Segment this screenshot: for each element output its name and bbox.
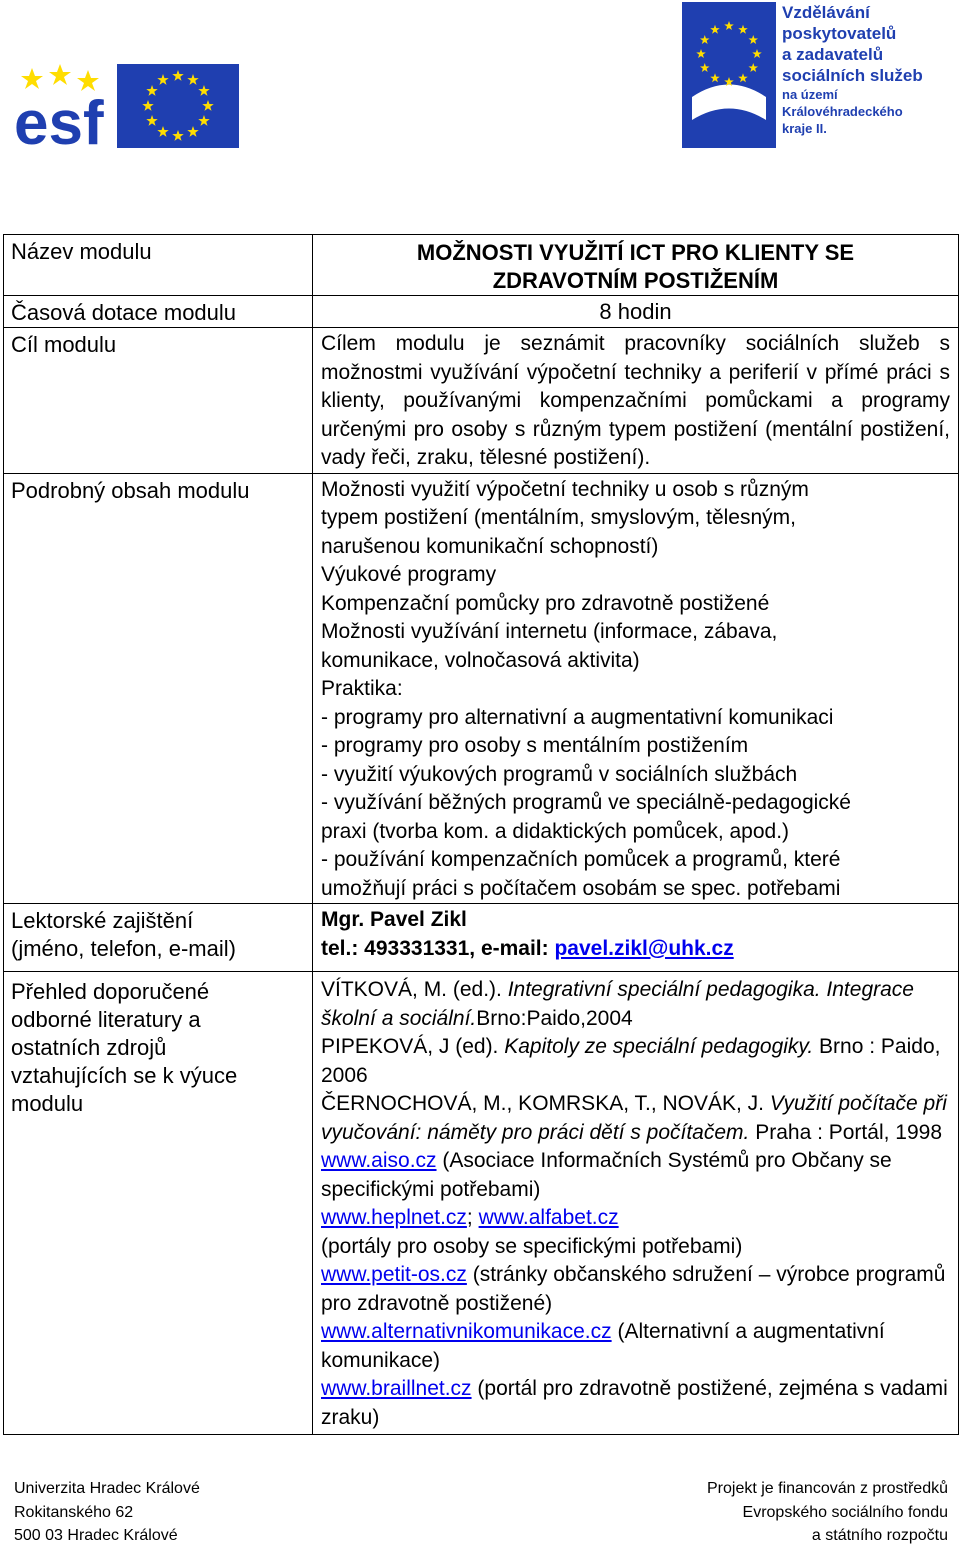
project-subtitle-line: kraje II. [782, 121, 827, 136]
content-line: Výukové programy [321, 563, 497, 586]
project-title-line: poskytovatelů [782, 24, 897, 43]
content-line: - využití výukových programů v sociálních službách [321, 762, 798, 786]
project-subtitle-line: Královéhradeckého [782, 104, 903, 119]
content-line: Možnosti využívání internetu (informace, zábava, [321, 620, 778, 643]
content-line: - programy pro osoby s mentálním postižením [321, 734, 749, 757]
project-title-line: sociálních služeb [782, 66, 923, 85]
eu-flag [117, 64, 239, 148]
lector-name: Mgr. Pavel Zikl [321, 908, 467, 931]
link-braillnet[interactable]: www.braillnet.cz [321, 1377, 472, 1400]
module-name [313, 235, 959, 296]
lector-contact: tel.: 493331331, e-mail: [321, 936, 555, 960]
content-line: - používání kompenzačních pomůcek a programů, které [321, 848, 841, 871]
content-line: Možnosti využití výpočetní techniky u osob s různým [321, 477, 809, 501]
module-table [3, 234, 959, 1435]
goal-label: Cíl modulu [4, 328, 313, 474]
project-title-line: a zadavatelů [782, 45, 884, 64]
link-alternativnikomunikace[interactable]: www.alternativnikomunikace.cz [321, 1320, 612, 1343]
content-line: umožňují práci s počítačem osobám se spec. potřebami [321, 876, 841, 900]
content-label: Podrobný obsah modulu [4, 473, 313, 904]
literature-label: Přehled doporučené odborné literatury a ostatních zdrojů vztahujících se k výuce modulu [4, 972, 313, 1435]
row-literature [4, 972, 959, 1435]
footer-university: Univerzita Hradec Králové Rokitanského 62 500 03 Hradec Králové [14, 1480, 200, 1544]
goal-value: Cílem modulu je seznámit pracovníky sociálních služeb s možnostmi využívání výpočetní techniky a periferií v přímé práci s klienty, používanými kompenzačními pomůckami a programy určenými pro osoby s různým typem postižení (mentální postižení, vady řeči, zraku, tělesné postižení). [313, 328, 959, 474]
footer-funding: Projekt je financován z prostředků Evropského sociálního fondu a státního rozpočtu [706, 1480, 948, 1544]
lector-email-link[interactable]: pavel.zikl@uhk.cz [554, 936, 734, 960]
row-content [4, 473, 959, 904]
row-lector [4, 904, 959, 972]
lector-label: Lektorské zajištění (jméno, telefon, e-mail) [4, 904, 313, 972]
row-name [4, 235, 959, 296]
content-line: narušenou komunikační schopností) [321, 534, 659, 558]
project-logo [682, 2, 776, 148]
link-petit-os[interactable]: www.petit-os.cz [321, 1263, 467, 1286]
content-value [313, 473, 959, 904]
esf-stars [21, 64, 99, 91]
content-line: Kompenzační pomůcky pro zdravotně postižené [321, 591, 770, 615]
module-name-line: MOŽNOSTI VYUŽITÍ ICT PRO KLIENTY SE [416, 240, 855, 265]
link-alfabet[interactable]: www.alfabet.cz [478, 1206, 619, 1229]
content-line: Praktika: [321, 677, 403, 700]
time-value: 8 hodin [313, 296, 959, 328]
name-label: Název modulu [4, 235, 313, 296]
row-time [4, 296, 959, 328]
content-line: - programy pro alternativní a augmentativní komunikaci [321, 705, 834, 729]
lector-value [313, 904, 959, 972]
link-heplnet[interactable]: www.heplnet.cz [321, 1206, 467, 1229]
content-line: komunikace, volnočasová aktivita) [321, 648, 640, 672]
project-title-line: Vzdělávání [782, 3, 870, 22]
literature-value: VÍTKOVÁ, M. (ed.). Integrativní speciální pedagogika. Integrace školní a sociální.Brno:Paido,2004 PIPEKOVÁ, J (ed). Kapitoly ze speciální pedagogiky. Brno : Paido, 2006 ČERNOCHOVÁ, M., KOMRSKA, T., NOVÁK, J. Využití počítače při vyučování: náměty pro práci dětí s počítačem. Praha : Portál, 1998 www.aiso.cz (Asociace Informačních Systémů pro Občany se specifickými potřebami) www.heplnet.cz; www.alfabet.cz (portály pro osoby se specifickými potřebami) www.petit-os.cz (stránky občanského sdružení – výrobce programů pro zdravotně postižené) www.alternativnikomunikace.cz (Alternativní a augmentativní komunikace) www.braillnet.cz (portál pro zdravotně postižené, zejména s vadami zraku) [313, 972, 959, 1435]
content-line: - využívání běžných programů ve speciálně-pedagogické [321, 791, 851, 814]
esf-logo-text: esf [14, 89, 104, 148]
module-name-line: ZDRAVOTNÍM POSTIŽENÍM [492, 268, 779, 293]
time-label: Časová dotace modulu [4, 296, 313, 328]
row-goal [4, 328, 959, 474]
project-subtitle-line: na území [782, 87, 838, 102]
link-aiso[interactable]: www.aiso.cz [321, 1149, 437, 1172]
page-header [0, 0, 960, 230]
project-name [782, 2, 923, 137]
content-line: typem postižení (mentálním, smyslovým, tělesným, [321, 506, 796, 529]
content-line: praxi (tvorba kom. a didaktických pomůcek, apod.) [321, 819, 790, 843]
esf-logo [14, 64, 114, 148]
